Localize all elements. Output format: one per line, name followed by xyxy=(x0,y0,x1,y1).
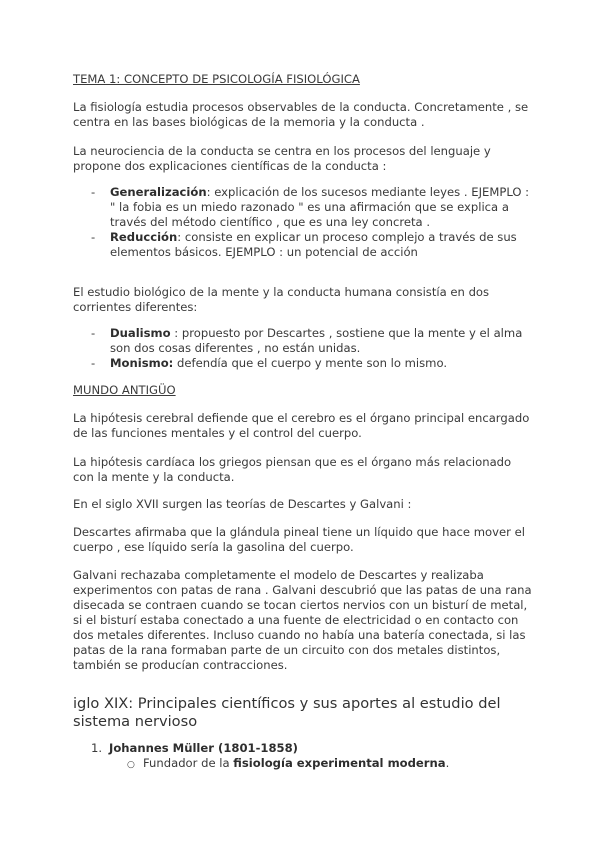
galvani-paragraph: Galvani rechazaba completamente el modelo de Descartes y realizaba experimentos con patas de rana . Galvani descubrió que las patas de una rana disecada se contraen cuando se tocan ciertos nervios con un bisturí de metal, si el bisturí estaba conectado a una fuente de electricidad o en contacto con dos metales diferentes. Incluso cuando no había una batería conectada, si las patas de la rana formaban parte de un circuito con dos metales distintos, también se producían contracciones. xyxy=(73,568,532,672)
list-text: : explicación de los sucesos mediante leyes . EJEMPLO : " la fobia es un miedo razonado " es una afirmación que se explica a través del método científico , que es una ley concreta . xyxy=(110,185,530,229)
dash-bullet-icon: - xyxy=(91,326,96,340)
list-term: Dualismo xyxy=(110,326,171,340)
explanations-list xyxy=(91,185,531,260)
list-text: : propuesto por Descartes , sostiene que la mente y el alma son dos cosas diferentes , no están unidas. xyxy=(110,326,523,355)
cardiac-hypothesis-paragraph: La hipótesis cardíaca los griegos piensan que es el órgano más relacionado con la mente y la conducta. xyxy=(73,455,512,484)
list-item xyxy=(91,185,531,230)
cerebral-hypothesis-paragraph: La hipótesis cerebral defiende que el cerebro es el órgano principal encargado de las funciones mentales y el control del cuerpo. xyxy=(73,411,530,440)
neuroscience-paragraph: La neurociencia de la conducta se centra en los procesos del lenguaje y propone dos explicaciones científicas de la conducta : xyxy=(73,144,491,173)
list-text: : consiste en explicar un proceso complejo a través de sus elementos básicos. EJEMPLO : un potencial de acción xyxy=(110,230,517,259)
dash-bullet-icon: - xyxy=(91,185,96,199)
descartes-paragraph: Descartes afirmaba que la glándula pineal tiene un líquido que hace mover el cuerpo , ese líquido sería la gasolina del cuerpo. xyxy=(73,525,525,554)
list-item xyxy=(91,356,531,371)
xvii-century-paragraph: En el siglo XVII surgen las teorías de Descartes y Galvani : xyxy=(73,497,412,511)
dash-bullet-icon: - xyxy=(91,230,96,244)
list-term: Reducción xyxy=(110,230,178,244)
section-heading-2: iglo XIX: Principales científicos y sus aportes al estudio del sistema nervioso xyxy=(73,695,501,730)
list-term: Generalización xyxy=(110,185,207,199)
list-item xyxy=(91,326,531,356)
item-number: 1. xyxy=(91,741,103,755)
section-heading: MUNDO ANTIGÜO xyxy=(73,383,176,397)
list-term: Monismo: xyxy=(110,356,174,370)
sub-item-prefix: Fundador de la xyxy=(143,756,234,770)
biological-study-paragraph: El estudio biológico de la mente y la conducta humana consistía en dos corrientes diferentes: xyxy=(73,285,490,314)
sub-item-suffix: . xyxy=(445,756,450,770)
circle-bullet-icon: ○ xyxy=(127,760,135,770)
numbered-item xyxy=(91,741,531,756)
list-item xyxy=(91,230,531,260)
sub-item-bold: fisiología experimental moderna xyxy=(233,756,446,770)
currents-list xyxy=(91,326,531,371)
scientist-name: Johannes Müller (1801-1858) xyxy=(109,741,298,755)
sub-item xyxy=(127,756,547,773)
dash-bullet-icon: - xyxy=(91,356,96,370)
list-text: defendía que el cuerpo y mente son lo mismo. xyxy=(173,356,448,370)
intro-paragraph: La fisiología estudia procesos observables de la conducta. Concretamente , se centra en las bases biológicas de la memoria y la conducta . xyxy=(73,100,529,129)
page-title: TEMA 1: CONCEPTO DE PSICOLOGÍA FISIOLÓGICA xyxy=(73,72,360,86)
